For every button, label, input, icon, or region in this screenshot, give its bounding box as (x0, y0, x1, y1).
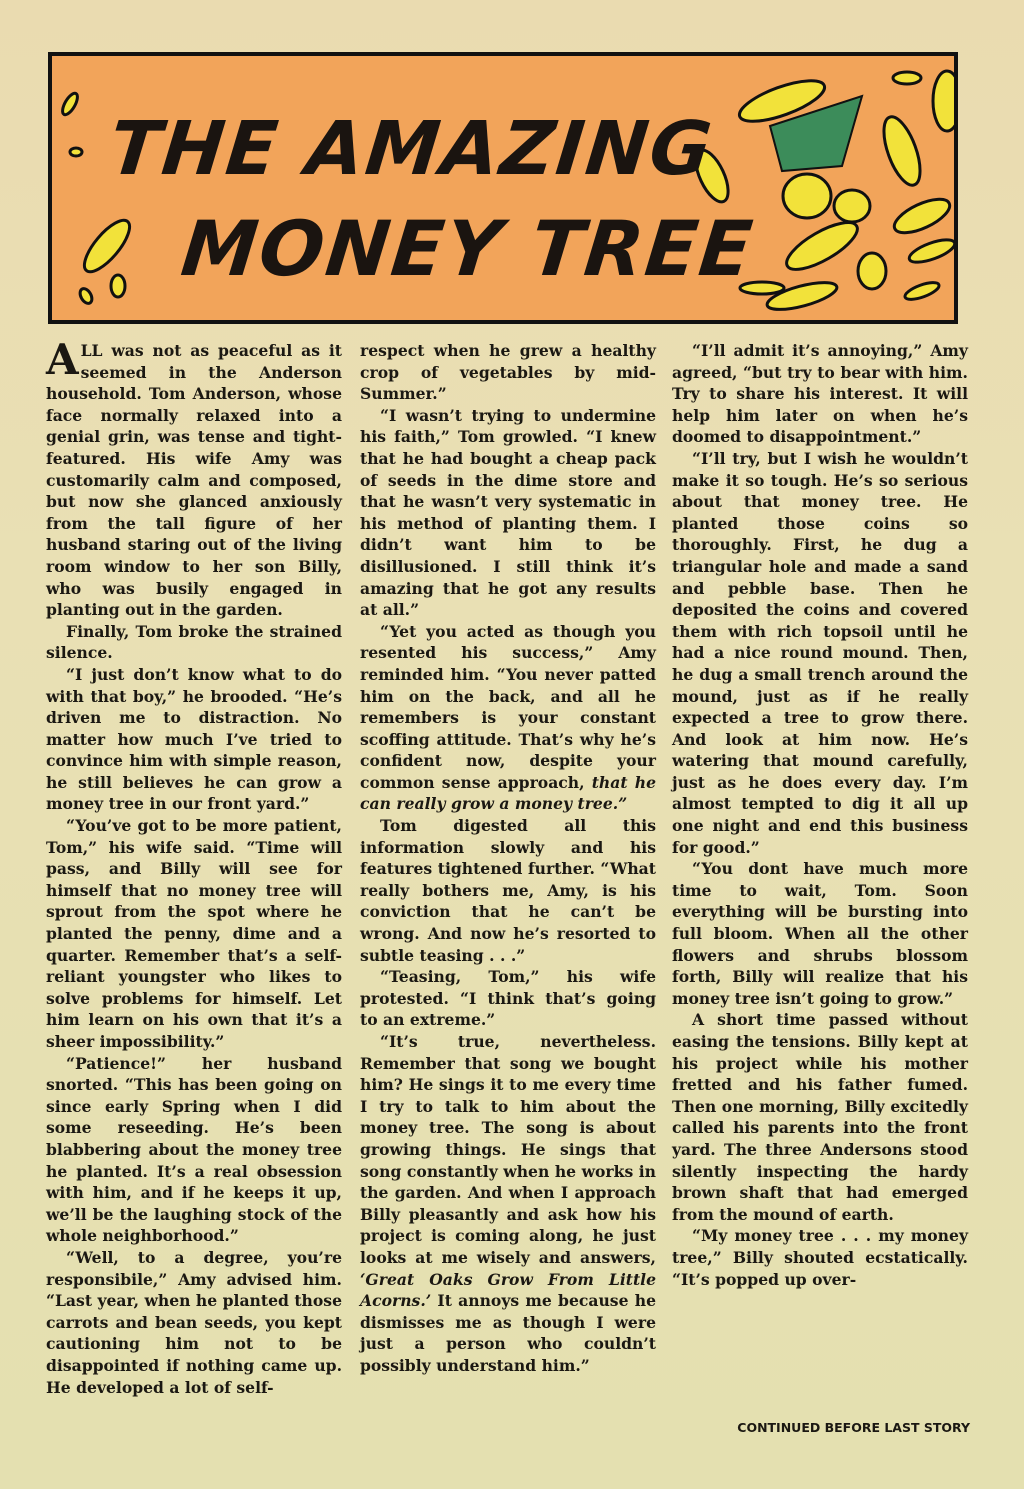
italic-text: that he can really grow a money tree.” (360, 772, 656, 814)
paragraph: Finally, Tom broke the strained silence. (46, 621, 342, 663)
drop-cap: A (46, 335, 79, 384)
paragraph: “My money tree . . . my money tree,” Billy shouted ecstatically. “It’s popped up over- (672, 1226, 968, 1289)
title-banner (48, 52, 958, 324)
title-line-2: MONEY TREE (177, 204, 759, 293)
paragraph: “Patience!” her husband snorted. “This has been going on since early Spring when I did some reseeding. He’s been blabbering about the money tree he planted. It’s a real obsession with him, and if he keeps it up, we’ll be the laughing stock of the whole neighborhood.” (46, 1053, 342, 1246)
song-title: ‘Great Oaks Grow From Little Acorns.’ (360, 1269, 656, 1311)
paragraph: “I’ll admit it’s annoying,” Amy agreed, “but try to bear with him. Try to share his interest. It will help him later on when he’s doomed to disappointment.” (672, 341, 968, 447)
paragraph: “I’ll try, but I wish he wouldn’t make it so tough. He’s so serious about that money tree. He planted those coins so thoroughly. First, he dug a triangular hole and made a sand and pebble base. Then he deposited the coins and covered them with rich topsoil until he had a nice round mound. Then, he dug a small trench around the mound, just as if he really expected a tree to grow there. And look at him now. He’s watering that mound carefully, just as he does every day. I’m almost tempted to dig it all up one night and end this business for good.” (672, 448, 968, 857)
paragraph: “Teasing, Tom,” his wife protested. “I think that’s going to an extreme.” (360, 967, 656, 1030)
column-1 (46, 335, 342, 1398)
paragraph: Tom digested all this information slowly and his features tightened further. “What really bothers me, Amy, is his conviction that he can’t be wrong. And now he’s resorted to subtle teasing . . .” (360, 816, 656, 965)
paragraph: A short time passed without easing the tensions. Billy kept at his project while his mother fretted and his father fumed. Then one morning, Billy excitedly called his parents into the front yard. The three Andersons stood silently inspecting the hardy brown shaft that had emerged from the mound of earth. (672, 1010, 968, 1224)
title-line-1: THE AMAZING (105, 106, 718, 192)
paragraph: “Yet you acted as though you resented his success,” Amy reminded him. “You never patted him on the back, and all he remembers is your constant scoffing attitude. That’s why he’s confident now, despite your common sense approach, that he can really grow a money tree.” (360, 621, 656, 814)
paragraph: “Well, to a degree, you’re responsibile,” Amy advised him. “Last year, when he planted those carrots and bean seeds, you kept cautioning him not to be disappointed if nothing came up. He developed a lot of self- (46, 1247, 342, 1397)
column-2 (360, 340, 656, 1377)
paragraph: ALL was not as peaceful as it seemed in the Anderson household. Tom Anderson, whose face normally relaxed into a genial grin, was tense and tight-featured. His wife Amy was customarily calm and composed, but now she glanced anxiously from the tall figure of her husband staring out of the living room window to her son Billy, who was busily engaged in planting out in the garden. (46, 335, 342, 620)
continued-note: CONTINUED BEFORE LAST STORY (737, 1420, 970, 1435)
paragraph: “You dont have much more time to wait, Tom. Soon everything will be bursting into full bloom. When all the other flowers and shrubs blossom forth, Billy will realize that his money tree isn’t going to grow.” (672, 859, 968, 1008)
paragraph: “I wasn’t trying to undermine his faith,” Tom growled. “I knew that he had bought a cheap pack of seeds in the dime store and that he wasn’t very systematic in his method of planting them. I didn’t want him to be disillusioned. I still think it’s amazing that he got any results at all.” (360, 405, 656, 620)
paragraph: “You’ve got to be more patient, Tom,” his wife said. “Time will pass, and Billy will see for himself that no money tree will sprout from the spot where he planted the penny, dime and a quarter. Remember that’s a self-reliant youngster who likes to solve problems for himself. Let him learn on his own that it’s a sheer impossibility.” (46, 816, 342, 1051)
paragraph: “I just don’t know what to do with that boy,” he brooded. “He’s driven me to distraction. No matter how much I’ve tried to convince him with simple reason, he still believes he can grow a money tree in our front yard.” (46, 664, 342, 814)
paragraph: “It’s true, nevertheless. Remember that song we bought him? He sings it to me every time I try to talk to him about the money tree. The song is about growing things. He sings that song constantly when he works in the garden. And when I approach Billy pleasantly and ask how his project is coming along, he just looks at me wisely and answers, ‘Great Oaks Grow From Little Acorns.’ It annoys me because he dismisses me as though I were just a person who couldn’t possibly understand him.” (360, 1032, 656, 1375)
paragraph: respect when he grew a healthy crop of vegetables by mid-Summer.” (360, 341, 656, 404)
column-3 (672, 340, 968, 1290)
